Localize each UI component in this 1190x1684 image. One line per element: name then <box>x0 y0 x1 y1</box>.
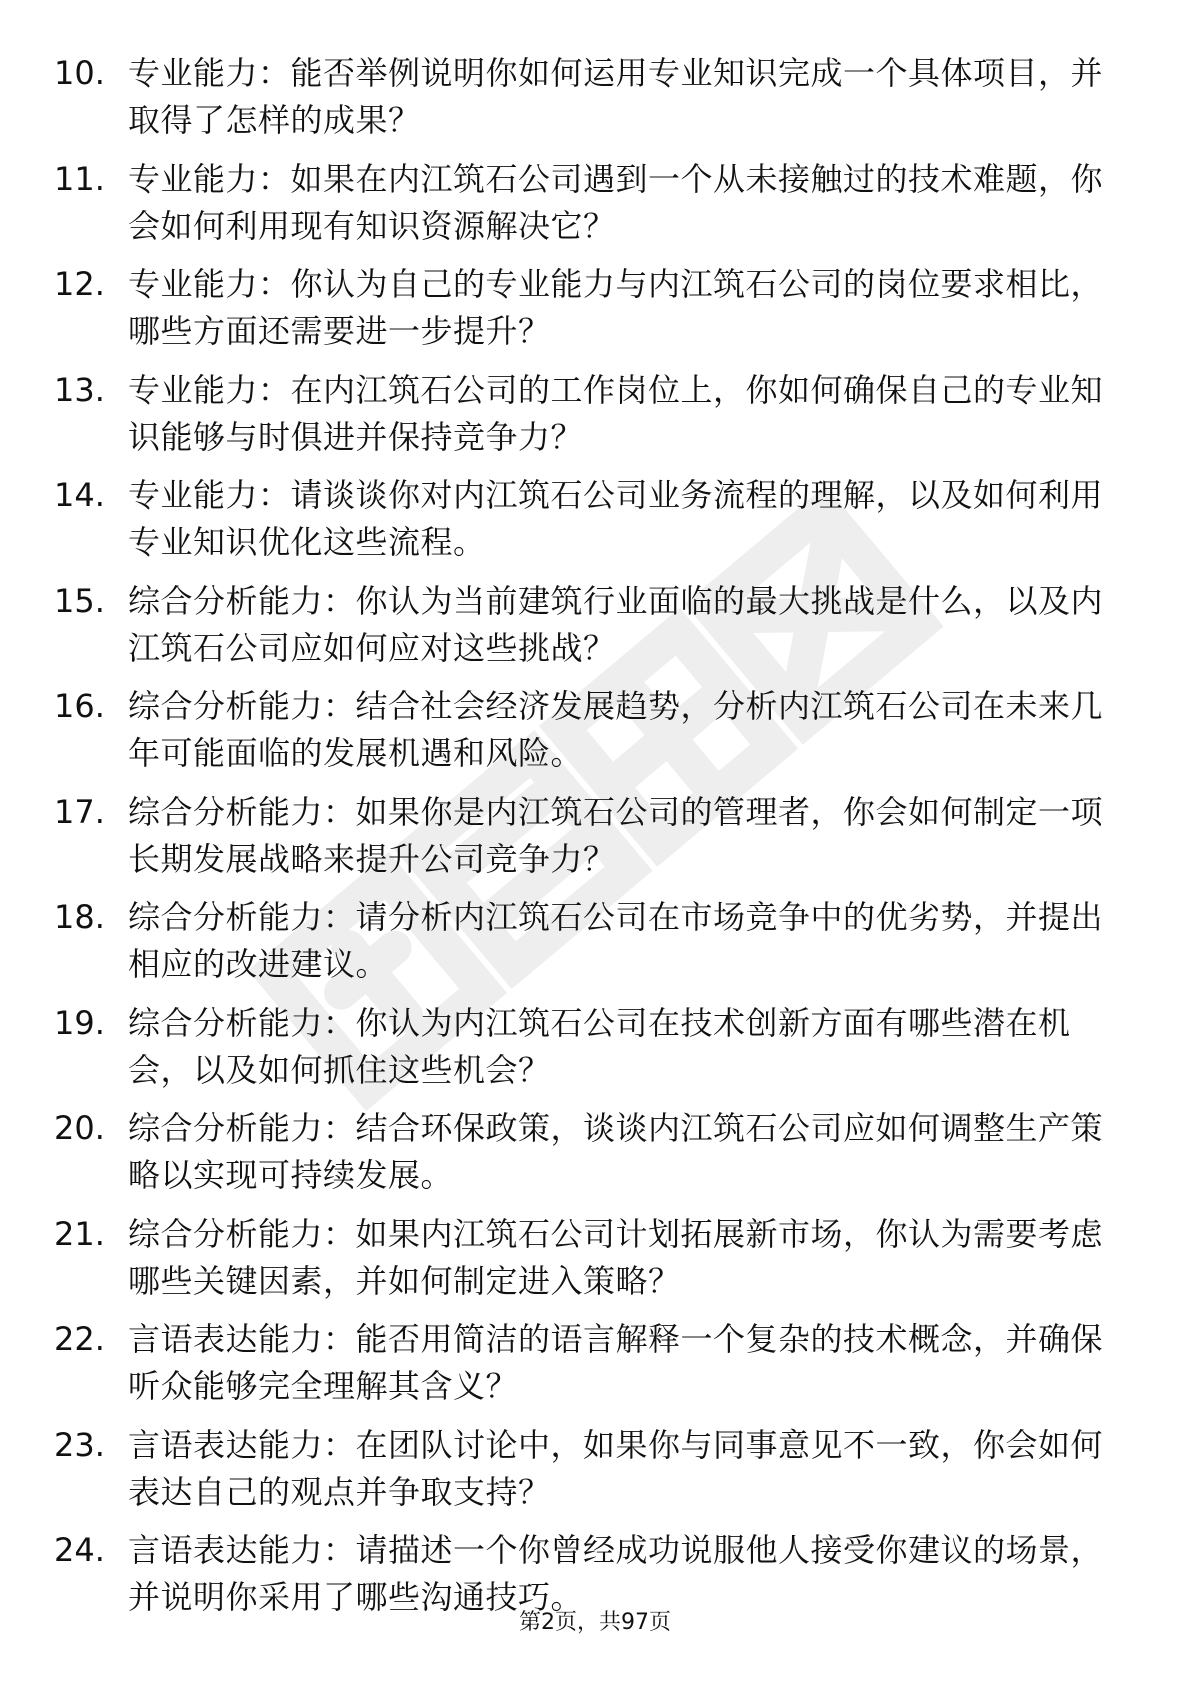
question-text: 综合分析能力：你认为内江筑石公司在技术创新方面有哪些潜在机会，以及如何抓住这些机会？ <box>128 1003 1071 1089</box>
question-text: 专业能力：在内江筑石公司的工作岗位上，你如何确保自己的专业知识能够与时俱进并保持竞争力？ <box>128 370 1104 456</box>
question-item <box>0 578 1190 684</box>
question-item <box>0 789 1190 895</box>
question-item <box>0 472 1190 578</box>
question-number: 24. <box>54 1531 105 1569</box>
question-item <box>0 1000 1190 1106</box>
question-text: 专业能力：能否举例说明你如何运用专业知识完成一个具体项目，并取得了怎样的成果？ <box>128 54 1104 139</box>
question-number: 16. <box>54 687 105 725</box>
question-text: 专业能力：如果在内江筑石公司遇到一个从未接触过的技术难题，你会如何利用现有知识资源解决它？ <box>128 159 1104 245</box>
question-number: 19. <box>54 1003 105 1042</box>
question-list <box>0 50 1190 1633</box>
question-number: 20. <box>54 1109 105 1147</box>
question-number: 15. <box>54 581 105 620</box>
question-number: 12. <box>54 265 105 303</box>
question-number: 23. <box>54 1425 105 1464</box>
question-item <box>0 1105 1190 1211</box>
question-text: 言语表达能力：请描述一个你曾经成功说服他人接受你建议的场景，并说明你采用了哪些沟通技巧。 <box>128 1531 1104 1616</box>
question-item <box>0 367 1190 473</box>
page-footer <box>0 1608 1190 1638</box>
question-text: 专业能力：你认为自己的专业能力与内江筑石公司的岗位要求相比，哪些方面还需要进一步提升？ <box>128 265 1104 350</box>
question-item <box>0 50 1190 156</box>
question-text: 综合分析能力：如果你是内江筑石公司的管理者，你会如何制定一项长期发展战略来提升公司竞争力？ <box>128 792 1104 878</box>
question-number: 17. <box>54 792 105 831</box>
question-number: 18. <box>54 898 105 936</box>
page-indicator: 第2页，共97页 <box>519 1610 671 1635</box>
question-text: 综合分析能力：结合环保政策，谈谈内江筑石公司应如何调整生产策略以实现可持续发展。 <box>128 1109 1104 1194</box>
question-number: 21. <box>54 1214 105 1253</box>
question-text: 综合分析能力：结合社会经济发展趋势，分析内江筑石公司在未来几年可能面临的发展机遇和风险。 <box>128 687 1104 772</box>
question-number: 13. <box>54 370 105 409</box>
question-text: 综合分析能力：你认为当前建筑行业面临的最大挑战是什么，以及内江筑石公司应如何应对这些挑战？ <box>128 581 1104 667</box>
question-number: 10. <box>54 54 105 92</box>
question-item <box>0 1211 1190 1317</box>
question-text: 专业能力：请谈谈你对内江筑石公司业务流程的理解，以及如何利用专业知识优化这些流程。 <box>128 476 1104 561</box>
question-number: 14. <box>54 476 105 514</box>
question-item <box>0 1422 1190 1528</box>
question-item <box>0 1316 1190 1422</box>
question-text: 综合分析能力：请分析内江筑石公司在市场竞争中的优劣势，并提出相应的改进建议。 <box>128 898 1104 983</box>
question-item <box>0 156 1190 262</box>
question-item <box>0 683 1190 789</box>
question-text: 综合分析能力：如果内江筑石公司计划拓展新市场，你认为需要考虑哪些关键因素，并如何制定进入策略？ <box>128 1214 1104 1300</box>
question-text: 言语表达能力：能否用简洁的语言解释一个复杂的技术概念，并确保听众能够完全理解其含义？ <box>128 1320 1104 1405</box>
question-number: 22. <box>54 1320 105 1358</box>
question-number: 11. <box>54 159 105 198</box>
question-text: 言语表达能力：在团队讨论中，如果你与同事意见不一致，你会如何表达自己的观点并争取支持？ <box>128 1425 1104 1511</box>
question-item <box>0 261 1190 367</box>
question-item <box>0 894 1190 1000</box>
